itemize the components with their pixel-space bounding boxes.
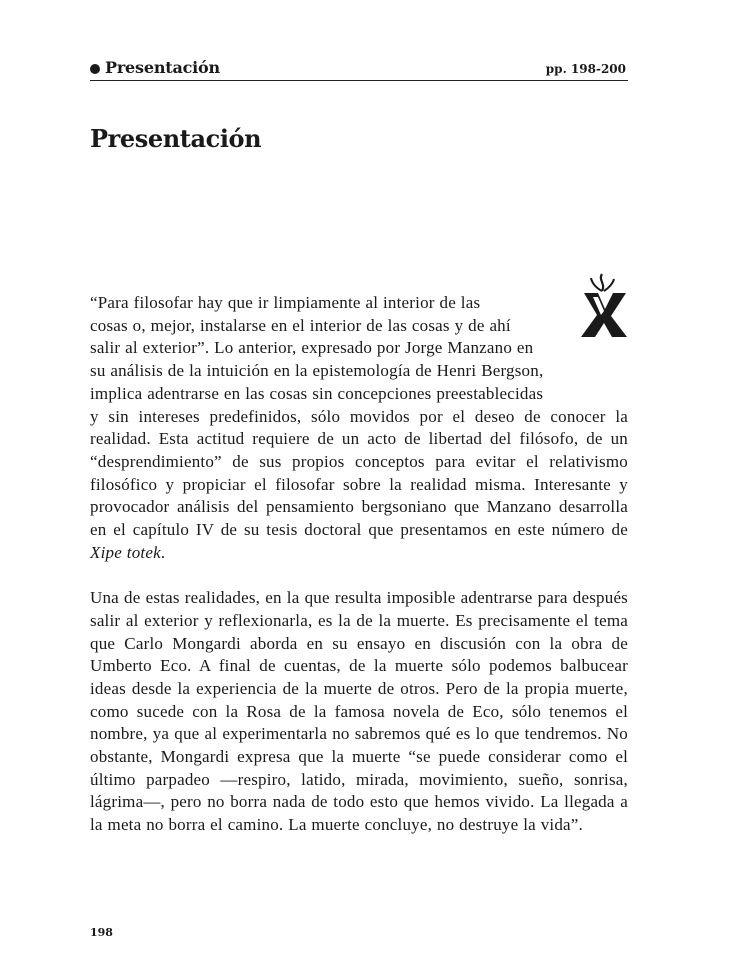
journal-title: Xipe totek <box>90 542 161 562</box>
bullet-icon <box>90 64 100 74</box>
page-number: 198 <box>90 926 113 939</box>
paragraph-1-end: . <box>160 542 166 562</box>
paragraph-1-line-3: salir al exterior”. Lo anterior, expresado por Jorge Manzano en <box>90 338 534 358</box>
paragraph-1-line-5: implica adentrarse en las cosas sin concepciones preestablecidas <box>90 383 544 403</box>
running-header-section: Presentación <box>105 58 220 77</box>
running-header-pages: pp. 198-200 <box>545 62 626 76</box>
paragraph-1-body: y sin intereses predefinidos, sólo movidos por el deseo de conocer la realidad. Esta actitud requiere de un acto de libertad del filósofo, de un “desprendimiento” de sus propios conceptos para evitar el relativismo filosófico y propiciar el filosofar sobre la realidad misma. Interesante y provocador análisis del pensamiento bergsoniano que Manzano desarrolla en el capítulo IV de su tesis doctoral que presentamos en este número de <box>90 406 628 540</box>
body-text <box>90 292 628 837</box>
paragraph-1-line-1: “Para filosofar hay que ir limpiamente al interior de las <box>90 293 481 312</box>
paragraph-1-line-4: su análisis de la intuición en la epistemología de Henri Bergson, <box>90 361 544 381</box>
paragraph-1-line-2: cosas o, mejor, instalarse en el interior de las cosas y de ahí <box>90 315 511 335</box>
paragraph-2: Una de estas realidades, en la que resulta imposible adentrarse para después salir al exterior y reflexionarla, es la de la muerte. Es precisamente el tema que Carlo Mongardi aborda en su ensayo en discusión con la obra de Umberto Eco. A final de cuentas, de la muerte sólo podemos balbucear ideas desde la experiencia de la muerte de otros. Pero de la propia muerte, como sucede con la Rosa de la famosa novela de Eco, sólo tenemos el nombre, ya que al experimentarla no sabremos qué es lo que tendremos. No obstante, Mongardi expresa que la muerte “se puede considerar como el último parpadeo —respiro, latido, mirada, movimiento, sueño, sonrisa, lágrima—, pero no borra nada de todo esto que hemos vivido. La llegada a la meta no borra el camino. La muerte concluye, no destruye la vida”. <box>90 588 628 835</box>
running-header <box>90 58 628 81</box>
page-title: Presentación <box>90 124 262 153</box>
paragraph-1 <box>90 292 628 564</box>
